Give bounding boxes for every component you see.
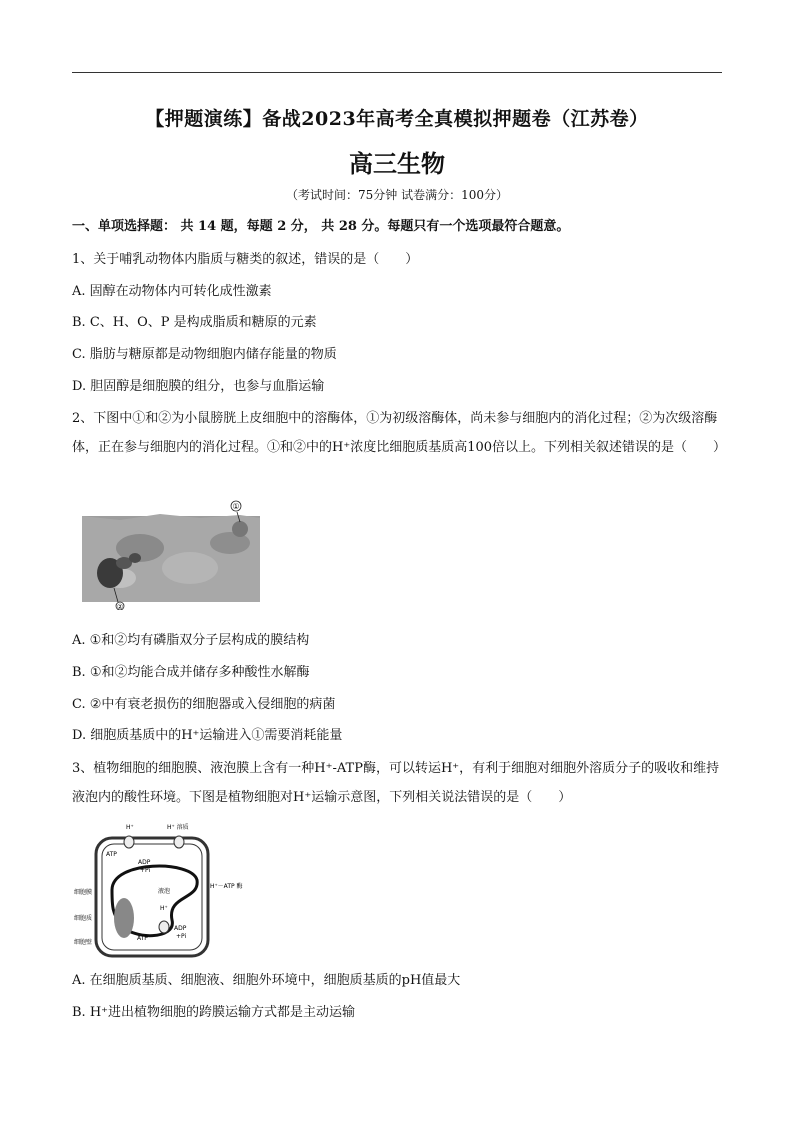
question-1-option-b: B. C、H、O、P 是构成脂质和糖原的元素	[72, 315, 317, 330]
label-h-inside: H⁺	[160, 905, 168, 912]
label-adp-bottom: ADP	[174, 925, 187, 932]
label-pi-bottom: +Pi	[176, 933, 187, 940]
question-1-option-c: C. 脂肪与糖原都是动物细胞内储存能量的物质	[72, 347, 337, 362]
label-atp-top: ATP	[106, 851, 117, 858]
label-vacuole: 液泡	[158, 888, 171, 895]
question-1-option-d: D. 胆固醇是细胞膜的组分，也参与血脂运输	[72, 379, 325, 394]
question-2-option-b: B. ①和②均能合成并储存多种酸性水解酶	[72, 665, 310, 680]
label-membrane: 细胞膜	[74, 889, 93, 896]
question-3-stem: 3、植物细胞的细胞膜、液泡膜上含有一种H⁺-ATP酶，可以转运H⁺，有利于细胞对细胞外溶质分子的吸收和维持液泡内的酸性环境。下图是植物细胞对H⁺运输示意图，下列相关说法错误的是（ ）	[72, 761, 720, 805]
label-enzyme: H⁺－ATP 酶	[210, 883, 243, 890]
label-pi-top: +Pi	[140, 867, 151, 874]
question-3-option-b: B. H⁺进出植物细胞的跨膜运输方式都是主动运输	[72, 1005, 356, 1020]
header-rule	[72, 72, 722, 73]
label-1: ①	[232, 502, 240, 511]
h-transport-diagram	[72, 820, 262, 960]
section-heading: 一、单项选择题： 共 14 题，每题 2 分， 共 28 分。每题只有一个选项最符合题意。	[72, 219, 570, 234]
question-2-option-d: D. 细胞质基质中的H⁺运输进入①需要消耗能量	[72, 728, 343, 743]
question-2-option-c: C. ②中有衰老损伤的细胞器或入侵细胞的病菌	[72, 697, 336, 712]
label-h-top: H⁺	[126, 824, 134, 831]
question-1-stem: 1、关于哺乳动物体内脂质与糖类的叙述，错误的是（ ）	[72, 252, 419, 267]
exam-title: 【押题演练】备战2023年高考全真模拟押题卷（江苏卷）	[145, 108, 649, 130]
label-h-solute: H⁺ 溶质	[167, 824, 189, 831]
lysosome-micrograph	[80, 498, 270, 610]
label-cytoplasm: 细胞质	[74, 915, 93, 922]
question-2-option-a: A. ①和②均有磷脂双分子层构成的膜结构	[72, 633, 310, 648]
label-2: ②	[116, 603, 124, 610]
question-2-stem: 2、下图中①和②为小鼠膀胱上皮细胞中的溶酶体，①为初级溶酶体，尚未参与细胞内的消化过程；②为次级溶酶体，正在参与细胞内的消化过程。①和②中的H⁺浓度比细胞质基质高100倍以上。下列相关叙述错误的是（ ）	[72, 411, 727, 455]
exam-subject: 高三生物	[349, 149, 445, 178]
question-3-option-a: A. 在细胞质基质、细胞液、细胞外环境中，细胞质基质的pH值最大	[72, 973, 461, 988]
exam-meta: （考试时间：75分钟 试卷满分：100分）	[286, 188, 508, 202]
label-adp-top: ADP	[138, 859, 151, 866]
label-wall: 细胞壁	[74, 939, 93, 946]
label-atp-bottom: ATP	[137, 935, 148, 942]
question-1-option-a: A. 固醇在动物体内可转化成性激素	[72, 284, 272, 299]
